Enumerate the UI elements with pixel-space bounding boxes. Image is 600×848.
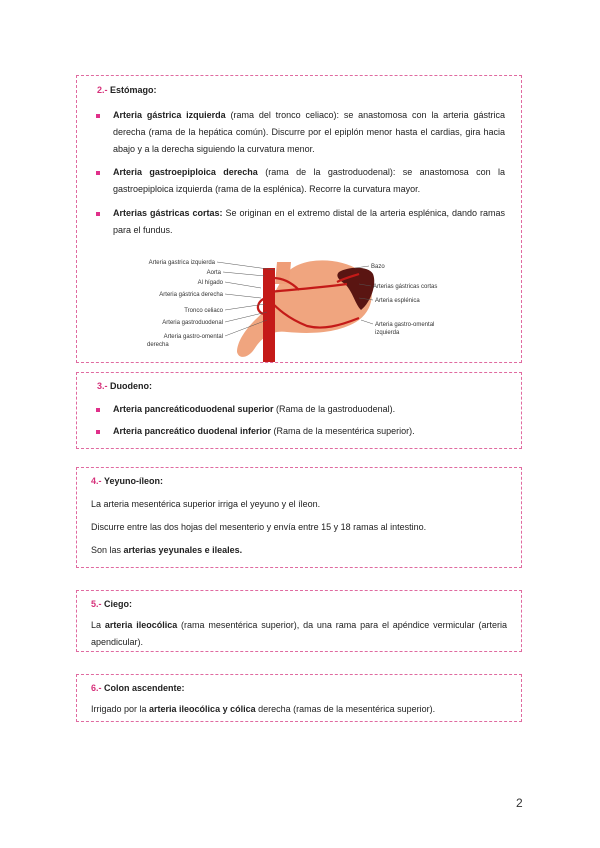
- paragraph: [77, 542, 521, 559]
- label-arterias-gastricas-cortas: Arterias gástricas cortas: [373, 284, 438, 290]
- artery-description: (rama de la gastroduodenal): se anastomosa con la gastroepiploica izquierda (rama de la esplénica). Recorre la curvatura mayor.: [113, 167, 505, 195]
- section-colon-ascendente: [76, 674, 522, 722]
- bullet-icon: [96, 212, 100, 216]
- list-item: [77, 205, 505, 239]
- list-item: [77, 401, 505, 418]
- section-number: 3.-: [97, 381, 108, 391]
- paragraph: [77, 701, 521, 718]
- section-ciego: [76, 590, 522, 652]
- artery-name: Arteria gástrica izquierda: [113, 110, 226, 121]
- label-arteria-gastro-omental-izquierda: Arteria gastro-omental: [375, 322, 435, 328]
- list-item: [77, 107, 505, 158]
- label-al-higado: Al hígado: [197, 280, 223, 286]
- artery-name: Arterias gástricas cortas:: [113, 207, 223, 218]
- text-span: derecha (ramas de la mesentérica superior).: [255, 704, 436, 715]
- section-duodeno: [76, 372, 522, 449]
- section-number: 5.-: [91, 599, 102, 609]
- section-number: 4.-: [91, 476, 102, 486]
- artery-description: Se originan en el extremo distal de la arteria esplénica, dando ramas para el fundus.: [113, 207, 505, 235]
- artery-name: Arteria gastroepiploica derecha: [113, 167, 258, 178]
- label-tronco-celiaco: Tronco celiaco: [184, 308, 223, 314]
- label-arteria-gastroduodenal: Arteria gastroduodenal: [162, 320, 223, 326]
- section-header: [77, 468, 521, 490]
- label-arteria-esplenica: Arteria esplénica: [375, 298, 420, 304]
- section-header: [77, 373, 521, 395]
- section-title: Yeyuno-íleon:: [104, 476, 164, 486]
- bullet-icon: [96, 408, 100, 412]
- stomach-arteries-figure: [77, 248, 521, 368]
- section-title: Estómago:: [110, 85, 157, 95]
- section-header: [77, 591, 521, 613]
- aorta-shape: [263, 268, 275, 362]
- text-span: (rama mesentérica superior), da una rama para el apéndice vermicular (arteria apendicular).: [91, 620, 507, 648]
- section-number: 6.-: [91, 683, 102, 693]
- emphasis-text: arteria ileocólica: [104, 620, 178, 631]
- artery-description: (rama del tronco celiaco): se anastomosa con la arteria gástrica derecha (rama de la hepática común). Discurre por el epiplón menor hasta el cardias, gira hacia abajo y a la derecha siguiendo la curvatura menor.: [113, 110, 505, 155]
- label-bazo: Bazo: [371, 264, 385, 270]
- artery-list: [77, 107, 521, 239]
- artery-description: (Rama de la gastroduodenal).: [273, 404, 396, 415]
- paragraph: Discurre entre las dos hojas del mesenterio y envía entre 15 y 18 ramas al intestino.: [91, 522, 427, 533]
- bullet-icon: [96, 114, 100, 118]
- emphasis-text: arterias yeyunales e ileales.: [123, 545, 243, 556]
- label-arteria-gastrica-izquierda: Arteria gastrica izquierda: [148, 260, 215, 266]
- artery-name: Arteria pancreático duodenal inferior: [113, 426, 272, 437]
- paragraph: [77, 617, 521, 651]
- artery-list: [77, 401, 521, 440]
- section-title: Colon ascendente:: [104, 683, 185, 693]
- section-estomago: [76, 75, 522, 363]
- emphasis-text: arteria ileocólica y cólica: [149, 704, 256, 715]
- label-arteria-gastrica-derecha: Arteria gástrica derecha: [159, 292, 223, 298]
- bullet-icon: [96, 430, 100, 434]
- paragraph: La arteria mesentérica superior irriga el yeyuno y el íleon.: [91, 499, 321, 510]
- list-item: [77, 164, 505, 198]
- artery-description: (Rama de la mesentérica superior).: [271, 426, 415, 437]
- section-header: [77, 675, 521, 697]
- section-header: [77, 76, 521, 99]
- artery-name: Arteria pancreáticoduodenal superior: [113, 404, 274, 415]
- text-span: La: [91, 620, 105, 631]
- bullet-icon: [96, 171, 100, 175]
- section-title: Ciego:: [104, 599, 133, 609]
- label-aorta: Aorta: [206, 270, 221, 276]
- text-span: Irrigado por la: [91, 704, 150, 715]
- section-yeyuno-ileon: [76, 467, 522, 568]
- list-item: [77, 423, 505, 440]
- label-derecha: derecha: [147, 342, 169, 348]
- section-title: Duodeno:: [110, 381, 153, 391]
- section-number: 2.-: [97, 85, 108, 95]
- text-span: Son las: [91, 545, 124, 556]
- label-arteria-gastro-omental-derecha: Arteria gastro-omental: [163, 334, 223, 340]
- label-izquierda: izquierda: [375, 330, 400, 336]
- page-number: 2: [516, 796, 523, 810]
